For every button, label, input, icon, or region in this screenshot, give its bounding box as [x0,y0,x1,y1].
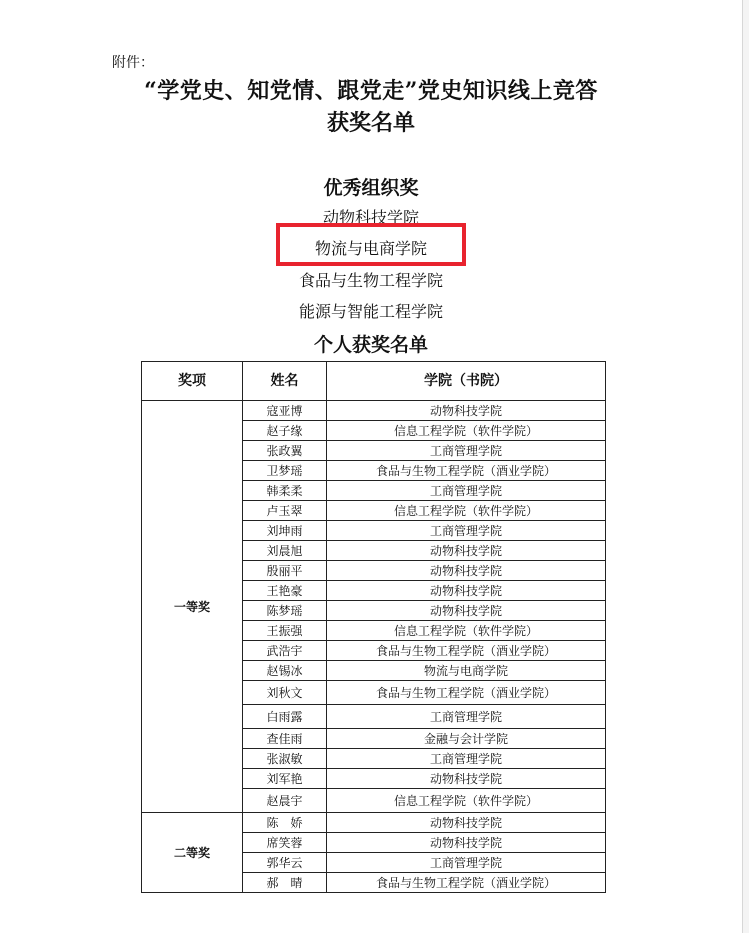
winner-college-cell: 食品与生物工程学院（酒业学院） [327,641,606,661]
award-level-cell: 二等奖 [142,813,243,893]
winner-name-cell: 查佳雨 [243,729,327,749]
table-header-row [142,362,606,401]
column-header-award: 奖项 [142,362,243,401]
winner-college-cell: 工商管理学院 [327,749,606,769]
winner-college-cell: 信息工程学院（软件学院） [327,421,606,441]
winner-name-cell: 武浩宇 [243,641,327,661]
winner-college-cell: 信息工程学院（软件学院） [327,501,606,521]
winner-name-cell: 王艳豪 [243,581,327,601]
winner-college-cell: 金融与会计学院 [327,729,606,749]
column-header-name: 姓名 [243,362,327,401]
winner-college-cell: 动物科技学院 [327,813,606,833]
winner-college-cell: 信息工程学院（软件学院） [327,621,606,641]
winner-name-cell: 陈梦瑶 [243,601,327,621]
column-header-college: 学院（书院） [327,362,606,401]
table-row [142,401,606,421]
attachment-label: 附件： [112,55,154,71]
winner-name-cell: 赵晨宇 [243,789,327,813]
winner-name-cell: 卫梦瑶 [243,461,327,481]
winner-name-cell: 刘晨旭 [243,541,327,561]
winner-name-cell: 卢玉翠 [243,501,327,521]
award-table [141,361,606,893]
org-award-college: 能源与智能工程学院 [298,302,443,321]
winner-name-cell: 殷丽平 [243,561,327,581]
winner-college-cell: 食品与生物工程学院（酒业学院） [327,681,606,705]
org-award-heading: 优秀组织奖 [323,177,419,199]
winner-name-cell: 刘坤雨 [243,521,327,541]
table-row [142,813,606,833]
winner-name-cell: 张政翼 [243,441,327,461]
award-level-cell: 一等奖 [142,401,243,813]
winner-name-cell: 刘秋文 [243,681,327,705]
winner-college-cell: 工商管理学院 [327,853,606,873]
winner-college-cell: 工商管理学院 [327,705,606,729]
winner-college-cell: 动物科技学院 [327,601,606,621]
winner-name-cell: 郭华云 [243,853,327,873]
winner-name-cell: 赵子缘 [243,421,327,441]
winner-college-cell: 动物科技学院 [327,833,606,853]
winner-college-cell: 动物科技学院 [327,769,606,789]
winner-name-cell: 刘军艳 [243,769,327,789]
winner-college-cell: 动物科技学院 [327,561,606,581]
winner-college-cell: 工商管理学院 [327,441,606,461]
org-award-college: 食品与生物工程学院 [298,271,443,290]
org-award-college: 物流与电商学院 [314,239,427,258]
winner-name-cell: 赵锡冰 [243,661,327,681]
winner-name-cell: 寇亚博 [243,401,327,421]
winner-name-cell: 席笑蓉 [243,833,327,853]
winner-college-cell: 信息工程学院（软件学院） [327,789,606,813]
winner-college-cell: 食品与生物工程学院（酒业学院） [327,873,606,893]
winner-college-cell: 食品与生物工程学院（酒业学院） [327,461,606,481]
winner-college-cell: 动物科技学院 [327,581,606,601]
winner-name-cell: 陈 娇 [243,813,327,833]
winner-name-cell: 白雨露 [243,705,327,729]
org-award-college: 动物科技学院 [322,208,419,227]
winner-college-cell: 物流与电商学院 [327,661,606,681]
document-subtitle: 获奖名单 [326,110,415,136]
table-body [142,401,606,893]
winner-college-cell: 工商管理学院 [327,481,606,501]
winner-name-cell: 王振强 [243,621,327,641]
winner-college-cell: 动物科技学院 [327,401,606,421]
winner-college-cell: 工商管理学院 [327,521,606,541]
winner-name-cell: 韩柔柔 [243,481,327,501]
winner-college-cell: 动物科技学院 [327,541,606,561]
winner-name-cell: 张淑敏 [243,749,327,769]
document-title: “学党史、知党情、跟党走”党史知识线上竞答 [144,78,598,104]
highlight-box [276,223,466,266]
winner-name-cell: 郝 晴 [243,873,327,893]
individual-award-heading: 个人获奖名单 [313,334,428,356]
